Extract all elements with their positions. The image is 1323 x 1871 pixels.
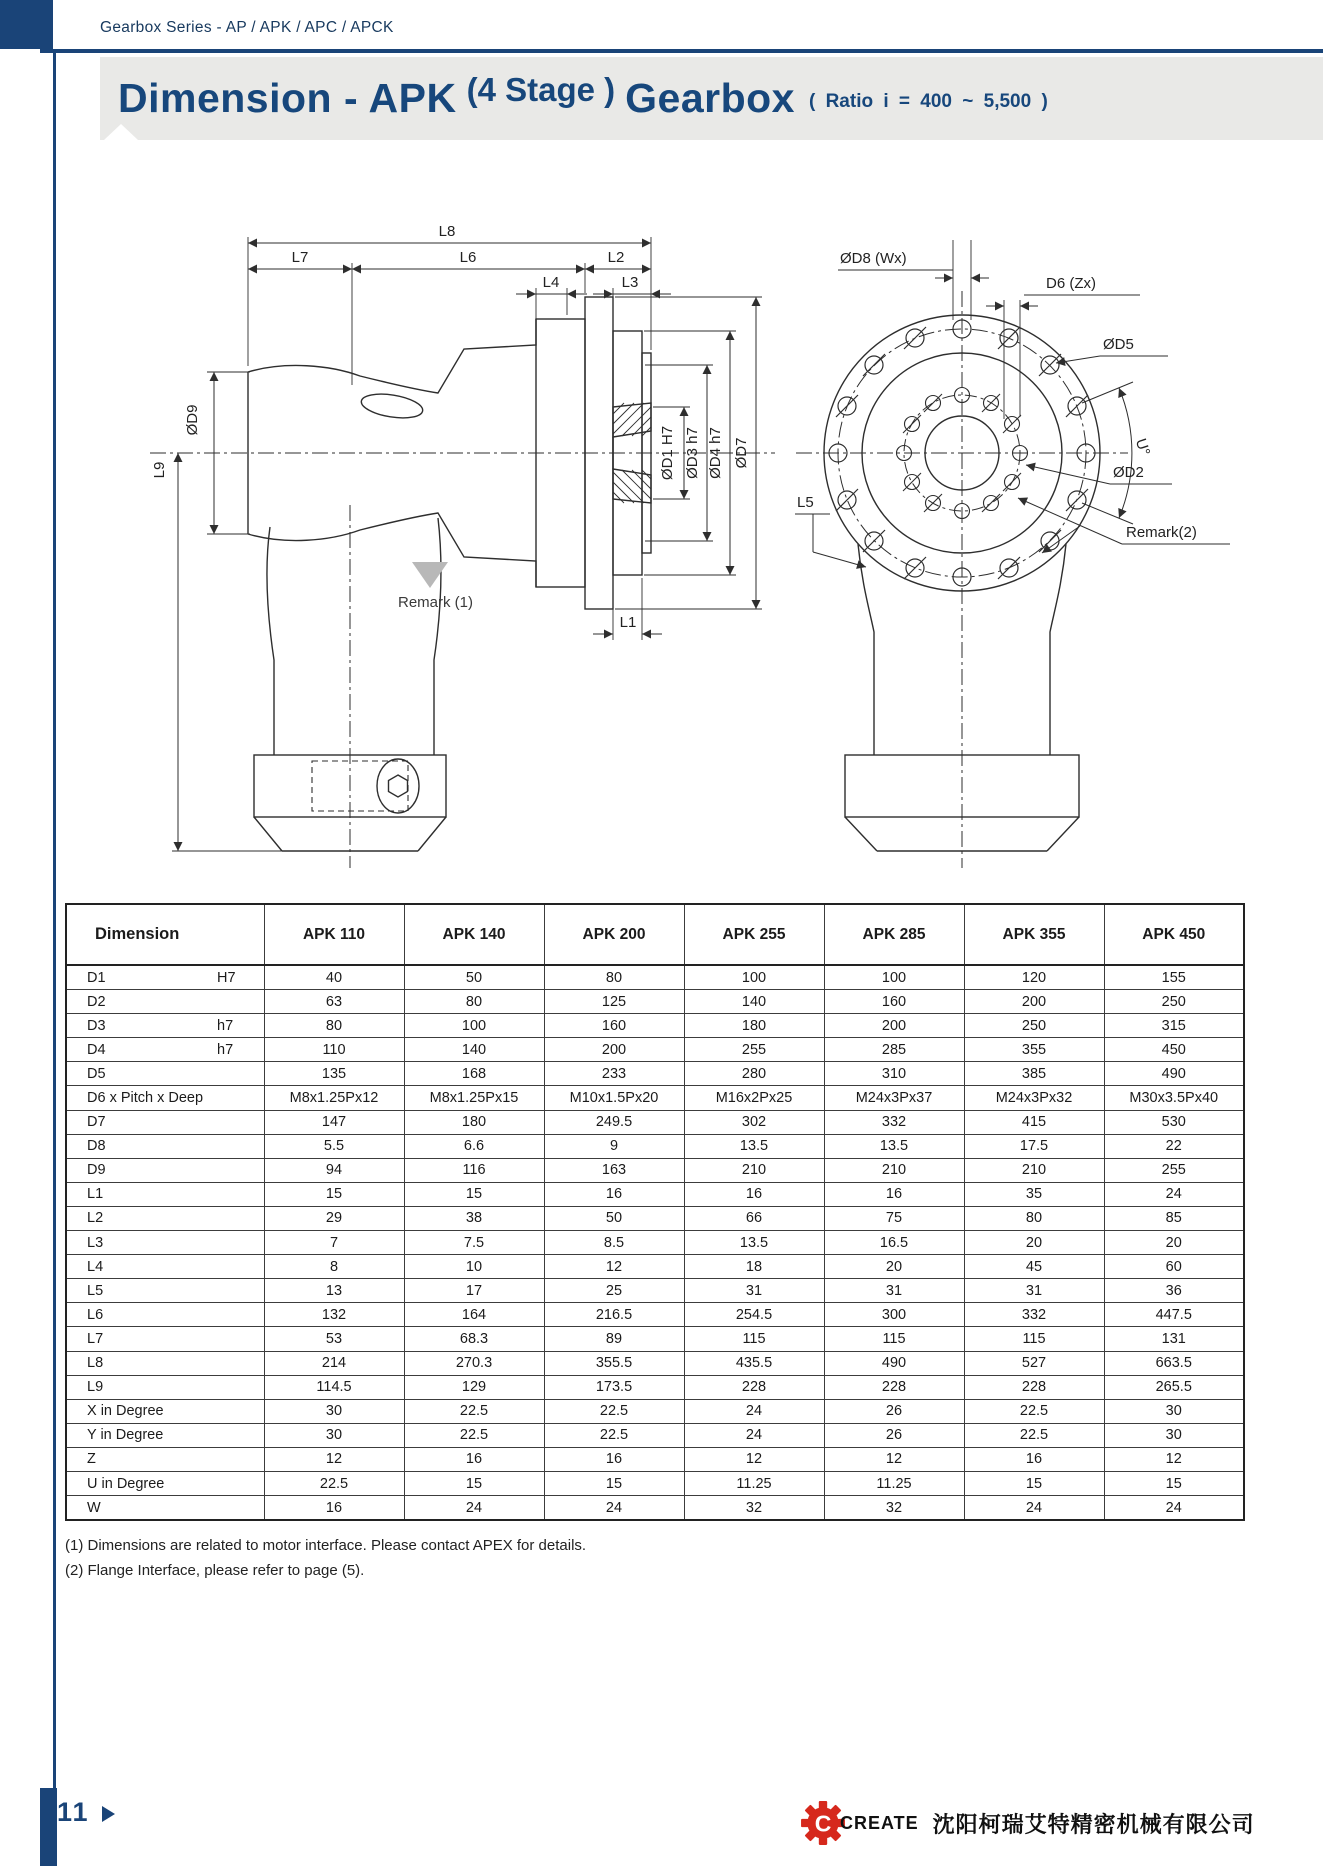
value-cell: 15 — [544, 1471, 684, 1495]
value-cell: 24 — [1104, 1496, 1244, 1521]
value-cell: 32 — [824, 1496, 964, 1521]
dim-label-cell — [66, 1206, 264, 1230]
value-cell: 110 — [264, 1038, 404, 1062]
value-cell: 490 — [1104, 1062, 1244, 1086]
value-cell: 490 — [824, 1351, 964, 1375]
value-cell: 60 — [1104, 1255, 1244, 1279]
dim-label: Y in Degree — [87, 1427, 164, 1444]
dim-label-cell — [66, 1158, 264, 1182]
dim-label: D1 — [87, 969, 106, 986]
table-header-dimension: Dimension — [66, 904, 264, 965]
value-cell: 29 — [264, 1206, 404, 1230]
value-cell: 8.5 — [544, 1231, 684, 1255]
remark1-label: Remark (1) — [398, 594, 474, 611]
table-row — [66, 990, 1244, 1014]
dim-label-od1: ØD1 H7 — [659, 425, 676, 481]
table-row — [66, 1399, 1244, 1423]
company-name: 沈阳柯瑞艾特精密机械有限公司 — [932, 1811, 1255, 1837]
value-cell: 7.5 — [404, 1231, 544, 1255]
value-cell: 132 — [264, 1303, 404, 1327]
dim-label: L4 — [87, 1258, 104, 1275]
value-cell: 663.5 — [1104, 1351, 1244, 1375]
value-cell: 214 — [264, 1351, 404, 1375]
dim-label-od4: ØD4 h7 — [707, 427, 724, 479]
value-cell: 15 — [264, 1182, 404, 1206]
value-cell: 160 — [544, 1014, 684, 1038]
value-cell: 115 — [964, 1327, 1104, 1351]
value-cell: 332 — [824, 1110, 964, 1134]
value-cell: 22.5 — [264, 1471, 404, 1495]
value-cell: 89 — [544, 1327, 684, 1351]
value-cell: 38 — [404, 1206, 544, 1230]
value-cell: 16 — [404, 1447, 544, 1471]
dim-label: D3 — [87, 1017, 106, 1034]
value-cell: 30 — [1104, 1399, 1244, 1423]
logo-text: CREATE — [840, 1812, 919, 1833]
value-cell: 40 — [264, 965, 404, 990]
table-row — [66, 1038, 1244, 1062]
footnote-1: (1) Dimensions are related to motor interface. Please contact APEX for details. — [65, 1537, 587, 1554]
page-number-wrap — [57, 1797, 115, 1828]
value-cell: 17 — [404, 1279, 544, 1303]
header-series-text: Gearbox Series - AP / APK / APC / APCK — [100, 19, 394, 36]
value-cell: 310 — [824, 1062, 964, 1086]
value-cell: 12 — [264, 1447, 404, 1471]
dim-label-l2: L2 — [607, 249, 625, 266]
dim-label: L9 — [87, 1379, 104, 1396]
dim-label-od3: ØD3 h7 — [684, 427, 701, 479]
table-header-apk-285: APK 285 — [824, 904, 964, 965]
value-cell: 100 — [824, 965, 964, 990]
table-row — [66, 1134, 1244, 1158]
dim-label-cell — [66, 1375, 264, 1399]
dim-label-cell — [66, 1182, 264, 1206]
table-row — [66, 1279, 1244, 1303]
value-cell: 68.3 — [404, 1327, 544, 1351]
dim-label-cell — [66, 1399, 264, 1423]
value-cell: 302 — [684, 1110, 824, 1134]
value-cell: 85 — [1104, 1206, 1244, 1230]
dim-label-cell — [66, 1014, 264, 1038]
value-cell: 116 — [404, 1158, 544, 1182]
dim-label-u: U° — [1131, 436, 1154, 458]
value-cell: 15 — [404, 1471, 544, 1495]
value-cell: 255 — [1104, 1158, 1244, 1182]
value-cell: 15 — [404, 1182, 544, 1206]
value-cell: 332 — [964, 1303, 1104, 1327]
table-row — [66, 1447, 1244, 1471]
value-cell: 26 — [824, 1399, 964, 1423]
value-cell: 385 — [964, 1062, 1104, 1086]
value-cell: 12 — [684, 1447, 824, 1471]
value-cell: 270.3 — [404, 1351, 544, 1375]
remark2-label: Remark(2) — [1126, 524, 1197, 541]
value-cell: 16 — [544, 1447, 684, 1471]
dim-label: Z — [87, 1451, 96, 1468]
value-cell: 24 — [404, 1496, 544, 1521]
dim-label-od2: ØD2 — [1113, 464, 1144, 481]
table-row — [66, 1375, 1244, 1399]
value-cell: 435.5 — [684, 1351, 824, 1375]
value-cell: 45 — [964, 1255, 1104, 1279]
dim-label-cell — [66, 1496, 264, 1521]
value-cell: 32 — [684, 1496, 824, 1521]
value-cell: 114.5 — [264, 1375, 404, 1399]
dim-label-cell — [66, 1327, 264, 1351]
value-cell: 16 — [264, 1496, 404, 1521]
value-cell: 527 — [964, 1351, 1104, 1375]
value-cell: 13.5 — [684, 1231, 824, 1255]
dim-label: X in Degree — [87, 1403, 164, 1420]
value-cell: 24 — [544, 1496, 684, 1521]
value-cell: 35 — [964, 1182, 1104, 1206]
dim-label-od9: ØD9 — [184, 404, 201, 436]
value-cell: 20 — [964, 1231, 1104, 1255]
value-cell: 80 — [544, 965, 684, 990]
value-cell: 216.5 — [544, 1303, 684, 1327]
value-cell: 265.5 — [1104, 1375, 1244, 1399]
value-cell: 22.5 — [544, 1399, 684, 1423]
value-cell: 80 — [404, 990, 544, 1014]
table-row — [66, 1014, 1244, 1038]
value-cell: 15 — [1104, 1471, 1244, 1495]
left-bottom-bar — [40, 1788, 57, 1866]
value-cell: 147 — [264, 1110, 404, 1134]
value-cell: M24x3Px32 — [964, 1086, 1104, 1110]
table-row — [66, 1086, 1244, 1110]
value-cell: 24 — [964, 1496, 1104, 1521]
dim-label-od5: ØD5 — [1103, 336, 1134, 353]
table-header-row — [66, 904, 1244, 965]
title-stage: (4 Stage ) — [466, 70, 616, 108]
value-cell: 50 — [544, 1206, 684, 1230]
value-cell: 249.5 — [544, 1110, 684, 1134]
dim-label: L1 — [87, 1186, 104, 1203]
table-row — [66, 1303, 1244, 1327]
value-cell: 280 — [684, 1062, 824, 1086]
dim-tolerance: h7 — [217, 1041, 234, 1058]
value-cell: 16 — [964, 1447, 1104, 1471]
table-row — [66, 1206, 1244, 1230]
page-number: 11 — [57, 1797, 90, 1827]
table-header-apk-110: APK 110 — [264, 904, 404, 965]
value-cell: 250 — [964, 1014, 1104, 1038]
company-logo — [800, 1800, 1255, 1846]
value-cell: 16 — [684, 1182, 824, 1206]
dimension-table — [65, 903, 1243, 1521]
value-cell: 228 — [824, 1375, 964, 1399]
value-cell: 115 — [824, 1327, 964, 1351]
value-cell: 20 — [1104, 1231, 1244, 1255]
value-cell: 163 — [544, 1158, 684, 1182]
value-cell: 129 — [404, 1375, 544, 1399]
value-cell: 13 — [264, 1279, 404, 1303]
value-cell: 100 — [404, 1014, 544, 1038]
value-cell: 26 — [824, 1423, 964, 1447]
value-cell: 31 — [684, 1279, 824, 1303]
table-row — [66, 1496, 1244, 1521]
value-cell: 53 — [264, 1327, 404, 1351]
value-cell: 200 — [824, 1014, 964, 1038]
dim-label-cell — [66, 965, 264, 990]
dim-label-l1: L1 — [619, 614, 637, 631]
value-cell: 11.25 — [684, 1471, 824, 1495]
value-cell: 115 — [684, 1327, 824, 1351]
dim-label-cell — [66, 1134, 264, 1158]
dim-label-cell — [66, 1423, 264, 1447]
value-cell: 80 — [264, 1014, 404, 1038]
value-cell: 530 — [1104, 1110, 1244, 1134]
dim-label-cell — [66, 1110, 264, 1134]
value-cell: 75 — [824, 1206, 964, 1230]
value-cell: 8 — [264, 1255, 404, 1279]
table-row — [66, 1351, 1244, 1375]
dim-label-l3: L3 — [621, 274, 639, 291]
value-cell: 173.5 — [544, 1375, 684, 1399]
value-cell: 94 — [264, 1158, 404, 1182]
value-cell: M16x2Px25 — [684, 1086, 824, 1110]
value-cell: 22.5 — [404, 1399, 544, 1423]
value-cell: 164 — [404, 1303, 544, 1327]
value-cell: 22.5 — [404, 1423, 544, 1447]
value-cell: M10x1.5Px20 — [544, 1086, 684, 1110]
dim-label: W — [87, 1499, 101, 1516]
value-cell: 355.5 — [544, 1351, 684, 1375]
dim-label: D6 x Pitch x Deep — [87, 1090, 204, 1107]
table-row — [66, 1327, 1244, 1351]
dim-label-od8: ØD8 (Wx) — [840, 250, 907, 267]
value-cell: 315 — [1104, 1014, 1244, 1038]
table-header-apk-450: APK 450 — [1104, 904, 1244, 965]
value-cell: 233 — [544, 1062, 684, 1086]
dim-label-l8: L8 — [438, 223, 456, 240]
dim-label: L5 — [87, 1282, 104, 1299]
value-cell: 168 — [404, 1062, 544, 1086]
value-cell: 63 — [264, 990, 404, 1014]
table-header-apk-200: APK 200 — [544, 904, 684, 965]
value-cell: 80 — [964, 1206, 1104, 1230]
value-cell: 415 — [964, 1110, 1104, 1134]
table-row — [66, 1471, 1244, 1495]
dim-label-cell — [66, 1086, 264, 1110]
value-cell: 12 — [824, 1447, 964, 1471]
value-cell: 15 — [964, 1471, 1104, 1495]
dim-label-l5: L5 — [797, 494, 814, 511]
dim-label-l7: L7 — [291, 249, 309, 266]
value-cell: 20 — [824, 1255, 964, 1279]
table-row — [66, 1182, 1244, 1206]
value-cell: 160 — [824, 990, 964, 1014]
value-cell: 30 — [264, 1399, 404, 1423]
technical-drawings — [0, 0, 1323, 900]
dim-label-cell — [66, 1303, 264, 1327]
value-cell: 120 — [964, 965, 1104, 990]
dim-tolerance: h7 — [217, 1017, 234, 1034]
value-cell: 6.6 — [404, 1134, 544, 1158]
value-cell: 31 — [964, 1279, 1104, 1303]
value-cell: 210 — [824, 1158, 964, 1182]
dim-label: D9 — [87, 1162, 106, 1179]
value-cell: 17.5 — [964, 1134, 1104, 1158]
value-cell: 7 — [264, 1231, 404, 1255]
table-row — [66, 1110, 1244, 1134]
dim-label-cell — [66, 1351, 264, 1375]
dim-tolerance: H7 — [217, 969, 236, 986]
table-row — [66, 1423, 1244, 1447]
table-header-apk-140: APK 140 — [404, 904, 544, 965]
dim-label-cell — [66, 1038, 264, 1062]
value-cell: 140 — [404, 1038, 544, 1062]
right-drawing — [795, 240, 1230, 868]
table-row — [66, 1255, 1244, 1279]
dim-label: L7 — [87, 1330, 104, 1347]
title-product: Gearbox — [625, 75, 795, 121]
table-header-apk-355: APK 355 — [964, 904, 1104, 965]
value-cell: 228 — [964, 1375, 1104, 1399]
value-cell: 24 — [684, 1423, 824, 1447]
dim-label-cell — [66, 1447, 264, 1471]
dim-label: L6 — [87, 1306, 104, 1323]
table-row — [66, 1231, 1244, 1255]
dim-label: L8 — [87, 1355, 104, 1372]
value-cell: 180 — [404, 1110, 544, 1134]
value-cell: 66 — [684, 1206, 824, 1230]
table-row — [66, 1062, 1244, 1086]
dim-label-cell — [66, 1062, 264, 1086]
value-cell: 16.5 — [824, 1231, 964, 1255]
value-cell: 9 — [544, 1134, 684, 1158]
value-cell: 447.5 — [1104, 1303, 1244, 1327]
value-cell: 200 — [544, 1038, 684, 1062]
value-cell: 5.5 — [264, 1134, 404, 1158]
value-cell: 30 — [1104, 1423, 1244, 1447]
value-cell: 24 — [684, 1399, 824, 1423]
value-cell: 22.5 — [544, 1423, 684, 1447]
value-cell: 22.5 — [964, 1399, 1104, 1423]
table-row — [66, 965, 1244, 990]
dim-label-cell — [66, 1471, 264, 1495]
value-cell: 22.5 — [964, 1423, 1104, 1447]
dim-label-cell — [66, 990, 264, 1014]
value-cell: 31 — [824, 1279, 964, 1303]
value-cell: 25 — [544, 1279, 684, 1303]
value-cell: M24x3Px37 — [824, 1086, 964, 1110]
value-cell: 450 — [1104, 1038, 1244, 1062]
dim-label-l9: L9 — [151, 461, 168, 479]
dim-label-cell — [66, 1231, 264, 1255]
dim-label: D5 — [87, 1065, 106, 1082]
value-cell: 210 — [684, 1158, 824, 1182]
footnote-2: (2) Flange Interface, please refer to page (5). — [65, 1562, 365, 1579]
dim-label: D7 — [87, 1114, 106, 1131]
value-cell: 50 — [404, 965, 544, 990]
value-cell: 18 — [684, 1255, 824, 1279]
value-cell: 255 — [684, 1038, 824, 1062]
value-cell: 30 — [264, 1423, 404, 1447]
value-cell: 250 — [1104, 990, 1244, 1014]
dim-label-d6: D6 (Zx) — [1046, 275, 1096, 292]
title-ratio: ( Ratio i = 400 ~ 5,500 ) — [808, 90, 1048, 112]
value-cell: 36 — [1104, 1279, 1244, 1303]
value-cell: 16 — [544, 1182, 684, 1206]
value-cell: 13.5 — [824, 1134, 964, 1158]
dim-label: D4 — [87, 1041, 106, 1058]
value-cell: 10 — [404, 1255, 544, 1279]
title-main: Dimension - APK — [118, 75, 457, 121]
value-cell: 13.5 — [684, 1134, 824, 1158]
value-cell: M8x1.25Px15 — [404, 1086, 544, 1110]
value-cell: 135 — [264, 1062, 404, 1086]
value-cell: 140 — [684, 990, 824, 1014]
value-cell: 180 — [684, 1014, 824, 1038]
value-cell: 22 — [1104, 1134, 1244, 1158]
value-cell: 11.25 — [824, 1471, 964, 1495]
value-cell: 155 — [1104, 965, 1244, 990]
value-cell: 355 — [964, 1038, 1104, 1062]
dim-label: L2 — [87, 1210, 104, 1227]
value-cell: 16 — [824, 1182, 964, 1206]
gear-logo-letter: C — [814, 1810, 832, 1837]
page-arrow-icon — [102, 1806, 115, 1822]
table-header-apk-255: APK 255 — [684, 904, 824, 965]
dim-label: U in Degree — [87, 1475, 165, 1492]
value-cell: 24 — [1104, 1182, 1244, 1206]
dim-label-od7: ØD7 — [733, 437, 750, 469]
value-cell: M8x1.25Px12 — [264, 1086, 404, 1110]
value-cell: 12 — [1104, 1447, 1244, 1471]
value-cell: 228 — [684, 1375, 824, 1399]
dim-label: L3 — [87, 1234, 104, 1251]
value-cell: 285 — [824, 1038, 964, 1062]
table-row — [66, 1158, 1244, 1182]
value-cell: 131 — [1104, 1327, 1244, 1351]
value-cell: 200 — [964, 990, 1104, 1014]
dim-label: D2 — [87, 993, 106, 1010]
value-cell: 100 — [684, 965, 824, 990]
dim-label: D8 — [87, 1138, 106, 1155]
value-cell: 254.5 — [684, 1303, 824, 1327]
dim-label-cell — [66, 1279, 264, 1303]
dim-label-cell — [66, 1255, 264, 1279]
dim-label-l4: L4 — [542, 274, 560, 291]
left-drawing — [150, 223, 775, 868]
value-cell: 210 — [964, 1158, 1104, 1182]
value-cell: 300 — [824, 1303, 964, 1327]
value-cell: 125 — [544, 990, 684, 1014]
dim-label-l6: L6 — [459, 249, 477, 266]
value-cell: 12 — [544, 1255, 684, 1279]
value-cell: M30x3.5Px40 — [1104, 1086, 1244, 1110]
